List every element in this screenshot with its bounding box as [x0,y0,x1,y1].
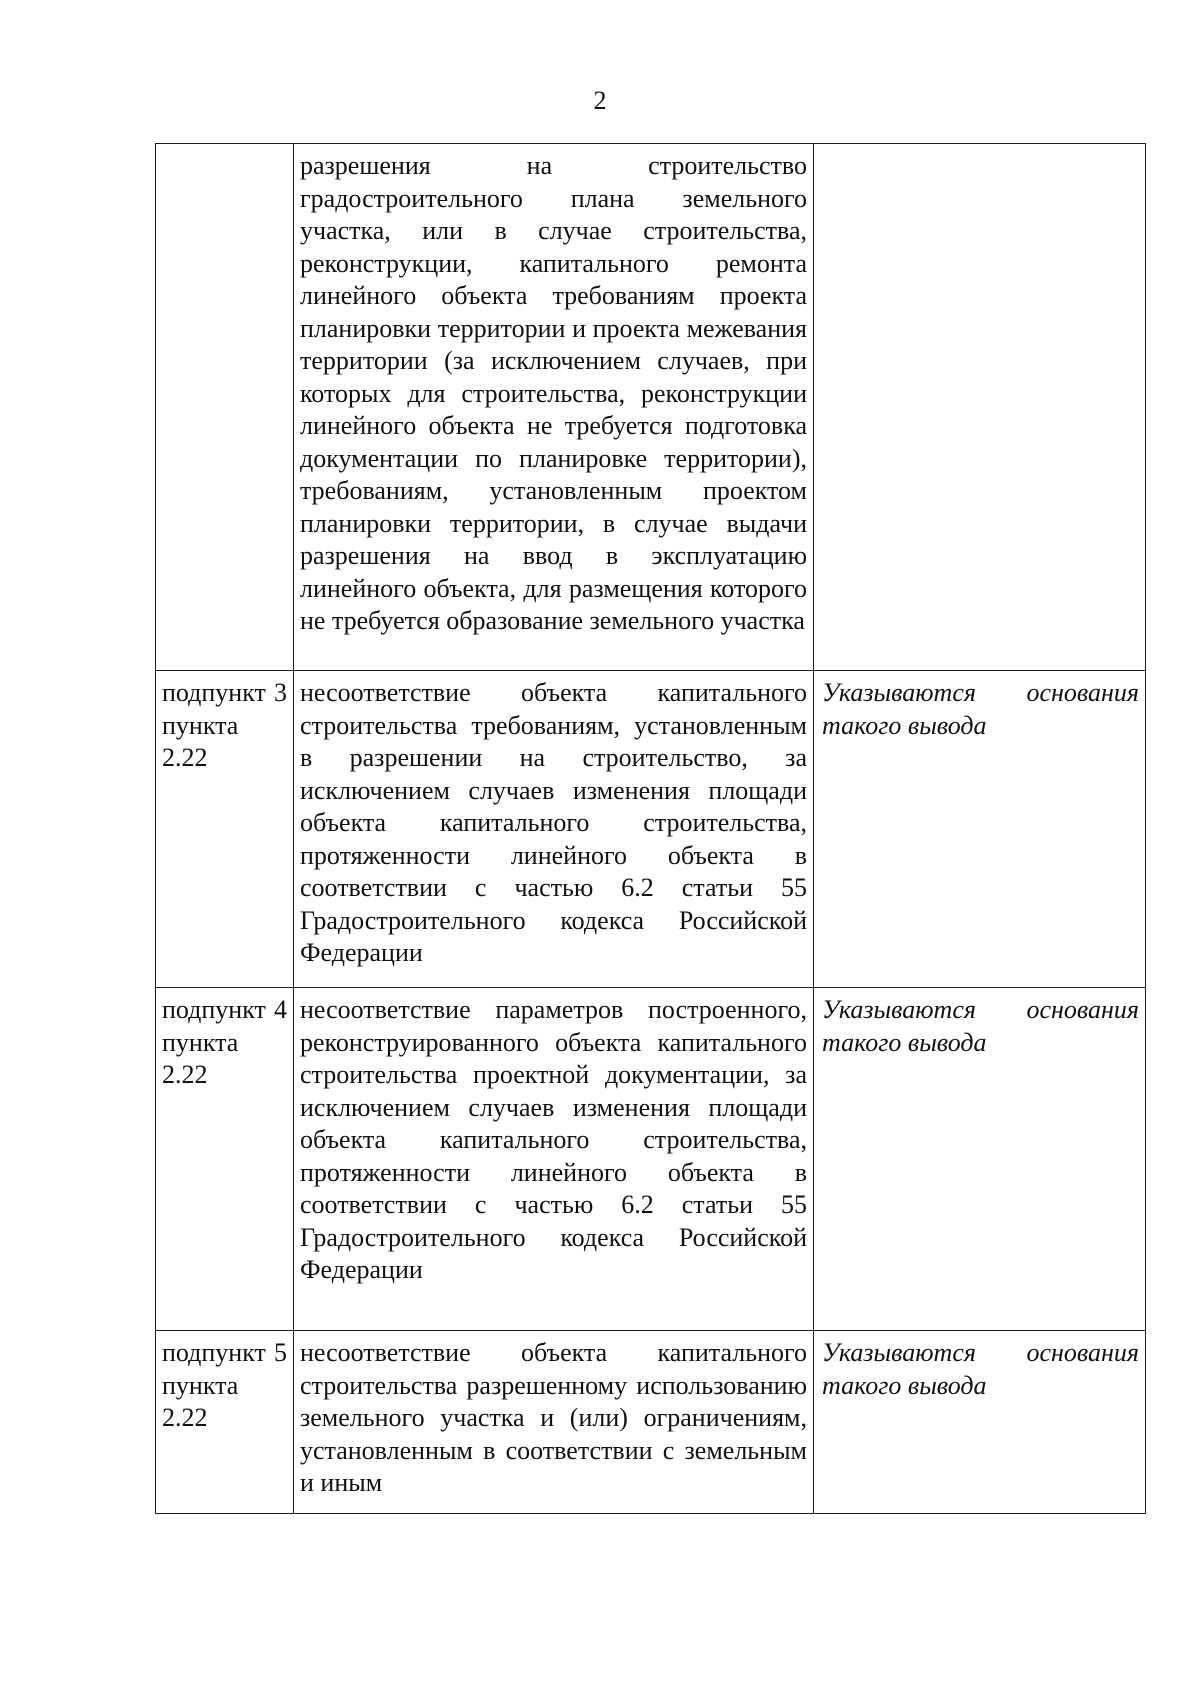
refusal-ground-text: несоответствие объекта капитального строительства требованиям, установленным в разрешении на строительство, за исключением случаев изменения площади объекта капитального строительства, протяженности линейного объекта в соответствии с частью 6.2 статьи 55 Градостроительного кодекса Российской Федерации [294,671,814,988]
refusal-grounds-table [155,143,1146,1514]
clause-reference-cell [156,1331,294,1514]
clause-reference-cell [156,144,294,671]
clause-paragraph: пункта 2.22 [162,1370,239,1432]
table-row [156,1331,1146,1514]
table-row [156,988,1146,1331]
explanation-note [814,144,1146,671]
refusal-ground-text: разрешения на строительство градостроительного плана земельного участка, или в случае строительства, реконструкции, капитального ремонта линейного объекта требованиям проекта планировки территории и проекта межевания территории (за исключением случаев, при которых для строительства, реконструкции линейного объекта не требуется подготовка документации по планировке территории), требованиям, установленным проектом планировки территории, в случае выдачи разрешения на ввод в эксплуатацию линейного объекта, для размещения которого не требуется образование земельного участка [294,144,814,671]
clause-subparagraph: подпункт 5 [162,1338,287,1367]
refusal-ground-text: несоответствие объекта капитального строительства разрешенному использованию земельного участка и (или) ограничениям, установленным в соответствии с земельным и иным [294,1331,814,1514]
refusal-ground-text: несоответствие параметров построенного, реконструированного объекта капитального строительства проектной документации, за исключением случаев изменения площади объекта капитального строительства, протяженности линейного объекта в соответствии с частью 6.2 статьи 55 Градостроительного кодекса Российской Федерации [294,988,814,1331]
page-number: 2 [593,86,607,115]
clause-reference-cell [156,671,294,988]
table-row [156,144,1146,671]
explanation-note: Указываются основания такого вывода [814,671,1146,988]
explanation-note: Указываются основания такого вывода [814,1331,1146,1514]
clause-subparagraph: подпункт 3 [162,678,287,707]
clause-subparagraph: подпункт 4 [162,995,287,1024]
explanation-note: Указываются основания такого вывода [814,988,1146,1331]
clause-paragraph: пункта 2.22 [162,710,239,772]
clause-paragraph: пункта 2.22 [162,1027,239,1089]
clause-reference-cell [156,988,294,1331]
table-row [156,671,1146,988]
